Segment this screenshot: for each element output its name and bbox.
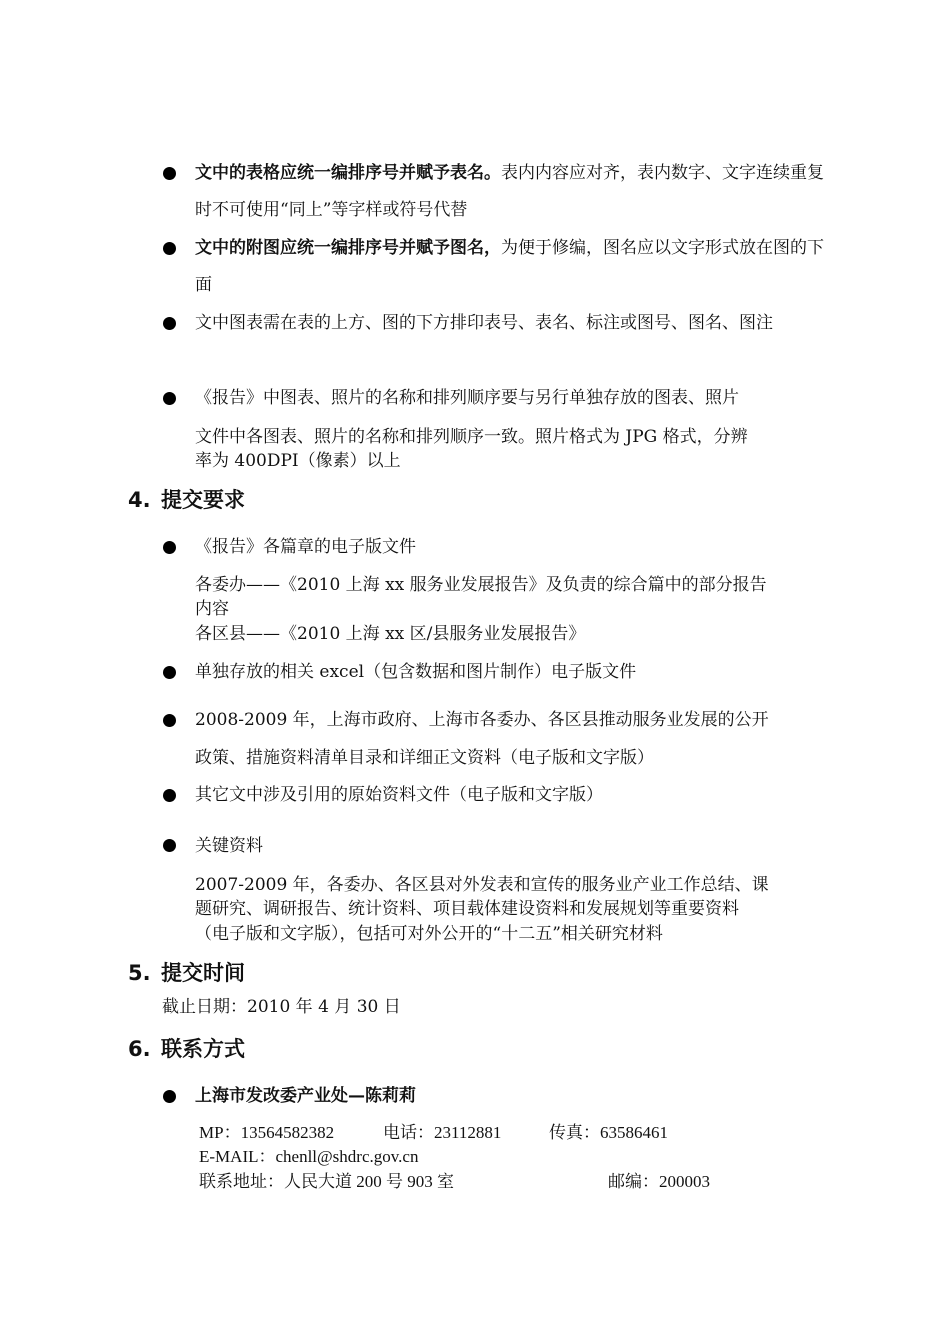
submit-item-policy-line2: 政策、措施资料清单目录和详细正文资料（电子版和文字版） bbox=[195, 748, 654, 768]
bullet-icon bbox=[163, 714, 176, 727]
submit-item-key-materials: 关键资料 bbox=[195, 836, 263, 856]
section-4-number: 4. bbox=[128, 488, 151, 512]
submit-item-report-sub1a: 各委办——《2010 上海 xx 服务业发展报告》及负责的综合篇中的部分报告 bbox=[195, 575, 767, 595]
format-item-table bbox=[195, 155, 825, 229]
submit-item-key-sub-line2: 题研究、调研报告、统计资料、项目载体建设资料和发展规划等重要资料 bbox=[195, 899, 739, 919]
bullet-icon bbox=[163, 541, 176, 554]
format-item-photo-line3: 率为 400DPI（像素）以上 bbox=[195, 451, 401, 471]
contact-postcode: 邮编：200003 bbox=[608, 1172, 710, 1191]
bullet-icon bbox=[163, 317, 176, 330]
submit-item-report-sub1b: 内容 bbox=[195, 599, 229, 619]
contact-address: 联系地址：人民大道 200 号 903 室 bbox=[199, 1172, 454, 1191]
section-6-number: 6. bbox=[128, 1037, 151, 1061]
format-item-figure-text: 为便于修编，图名应以文字形式放在图的下面 bbox=[195, 238, 824, 295]
bullet-icon bbox=[163, 789, 176, 802]
section-5-heading bbox=[128, 957, 245, 987]
bullet-icon bbox=[163, 1090, 176, 1103]
contact-email[interactable]: E-MAIL：chenll@shdrc.gov.cn bbox=[199, 1147, 419, 1166]
contact-mobile: MP：13564582382 bbox=[199, 1123, 335, 1142]
submit-item-policy-line1: 2008-2009 年，上海市政府、上海市各委办、各区县推动服务业发展的公开 bbox=[195, 710, 769, 730]
section-6-heading bbox=[128, 1033, 245, 1063]
format-item-caption: 文中图表需在表的上方、图的下方排印表号、表名、标注或图号、图名、图注 bbox=[195, 313, 773, 333]
format-item-figure bbox=[195, 230, 825, 304]
submit-item-report-files: 《报告》各篇章的电子版文件 bbox=[195, 537, 416, 557]
contact-person: 上海市发改委产业处—陈莉莉 bbox=[195, 1086, 416, 1106]
contact-phone: 电话：23112881 bbox=[383, 1123, 502, 1142]
format-item-photo-line1: 《报告》中图表、照片的名称和排列顺序要与另行单独存放的图表、照片 bbox=[195, 388, 739, 408]
submit-item-key-sub-line1: 2007-2009 年，各委办、各区县对外发表和宣传的服务业产业工作总结、课 bbox=[195, 875, 769, 895]
format-item-photo-line2: 文件中各图表、照片的名称和排列顺序一致。照片格式为 JPG 格式，分辨 bbox=[195, 427, 748, 447]
deadline-text: 截止日期：2010 年 4 月 30 日 bbox=[162, 997, 401, 1017]
section-6-title: 联系方式 bbox=[161, 1037, 245, 1061]
contact-fax: 传真：63586461 bbox=[549, 1123, 668, 1142]
format-item-figure-bold: 文中的附图应统一编排序号并赋予图名， bbox=[195, 238, 501, 258]
submit-item-report-sub2: 各区县——《2010 上海 xx 区/县服务业发展报告》 bbox=[195, 624, 586, 644]
submit-item-excel: 单独存放的相关 excel（包含数据和图片制作）电子版文件 bbox=[195, 662, 637, 682]
section-4-heading bbox=[128, 484, 245, 514]
format-item-table-text: 表内内容应对齐，表内数字、文字连续重复时不可使用“同上”等字样或符号代替 bbox=[195, 163, 824, 220]
submit-item-key-sub-line3: （电子版和文字版），包括可对外公开的“十二五”相关研究材料 bbox=[195, 924, 663, 944]
section-5-title: 提交时间 bbox=[161, 961, 245, 985]
bullet-icon bbox=[163, 839, 176, 852]
bullet-icon bbox=[163, 242, 176, 255]
bullet-icon bbox=[163, 392, 176, 405]
bullet-icon bbox=[163, 167, 176, 180]
section-5-number: 5. bbox=[128, 961, 151, 985]
format-item-table-bold: 文中的表格应统一编排序号并赋予表名。 bbox=[195, 163, 501, 183]
submit-item-source-files: 其它文中涉及引用的原始资料文件（电子版和文字版） bbox=[195, 785, 603, 805]
bullet-icon bbox=[163, 666, 176, 679]
section-4-title: 提交要求 bbox=[161, 488, 245, 512]
